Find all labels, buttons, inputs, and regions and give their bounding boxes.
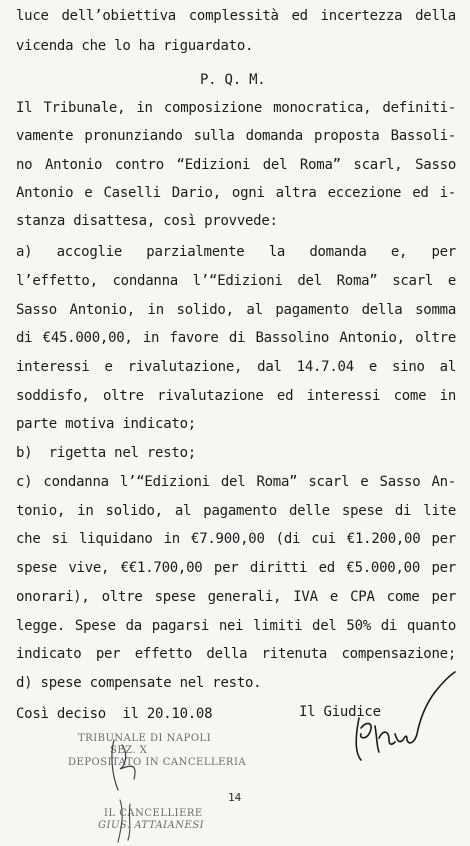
- place-date: Così deciso il 20.10.08: [16, 706, 213, 722]
- text-line-15: parte motiva indicato;: [16, 416, 196, 432]
- text-line-8: stanza disattesa, così provvede:: [16, 213, 278, 229]
- judge-signature: [345, 668, 465, 768]
- page-number: 14: [228, 791, 242, 804]
- stamp-signature: [104, 735, 164, 795]
- text-line-14: soddisfo, oltre rivalutazione ed interessi come in: [16, 388, 456, 404]
- text-line-7: Antonio e Caselli Dario, ogni altra eccezione ed i-: [16, 185, 456, 201]
- text-line-10: l’effetto, condanna l’“Edizioni del Roma” scarl e: [16, 273, 456, 289]
- text-line-6: no Antonio contro “Edizioni del Roma” scarl, Sasso: [16, 157, 456, 173]
- text-line-17: c) condanna l’“Edizioni del Roma” scarl e Sasso An-: [16, 474, 456, 490]
- text-line-5: vamente pronunziando sulla domanda proposta Bassoli-: [16, 128, 456, 144]
- text-line-18: tonio, in solido, al pagamento delle spese di lite: [16, 503, 456, 519]
- text-line-13: interessi e rivalutazione, dal 14.7.04 e sino al: [16, 359, 456, 375]
- text-line-19: che si liquidano in €7.900,00 (di cui €1.200,00 per: [16, 531, 456, 547]
- text-line-24: d) spese compensate nel resto.: [16, 675, 262, 691]
- cancelliere-line-1: IL CANCELLIERE: [104, 808, 203, 819]
- text-line-12: di €45.000,00, in favore di Bassolino Antonio, oltre: [16, 330, 456, 346]
- text-line-11: Sasso Antonio, in solido, al pagamento della somma: [16, 302, 456, 318]
- court-stamp-line-1: TRIBUNALE DI NAPOLI: [78, 733, 212, 744]
- text-line-21: onorari), oltre spese generali, IVA e CPA come per: [16, 589, 456, 605]
- court-stamp-line-2: SEZ. X: [110, 745, 148, 756]
- court-stamp-line-3: DEPOSITATO IN CANCELLERIA: [68, 757, 247, 768]
- text-line-9: a) accoglie parzialmente la domanda e, per: [16, 244, 456, 260]
- text-line-1: luce dell’obiettiva complessità ed incertezza della: [16, 8, 456, 24]
- text-line-16: b) rigetta nel resto;: [16, 445, 196, 461]
- text-line-23: indicato per effetto della ritenuta compensazione;: [16, 646, 456, 662]
- cancelliere-line-2: GIUS. ATTAIANESI: [98, 820, 205, 831]
- section-heading-pqm: P. Q. M.: [200, 72, 266, 88]
- cancelliere-signature: [110, 796, 150, 846]
- judge-label: Il Giudice: [299, 704, 381, 720]
- text-line-2: vicenda che lo ha riguardato.: [16, 38, 254, 54]
- text-line-20: spese vive, €€1.700,00 per diritti ed €5.000,00 per: [16, 560, 456, 576]
- text-line-22: legge. Spese da pagarsi nei limiti del 50% di quanto: [16, 618, 456, 634]
- text-line-4: Il Tribunale, in composizione monocratica, definiti-: [16, 100, 456, 116]
